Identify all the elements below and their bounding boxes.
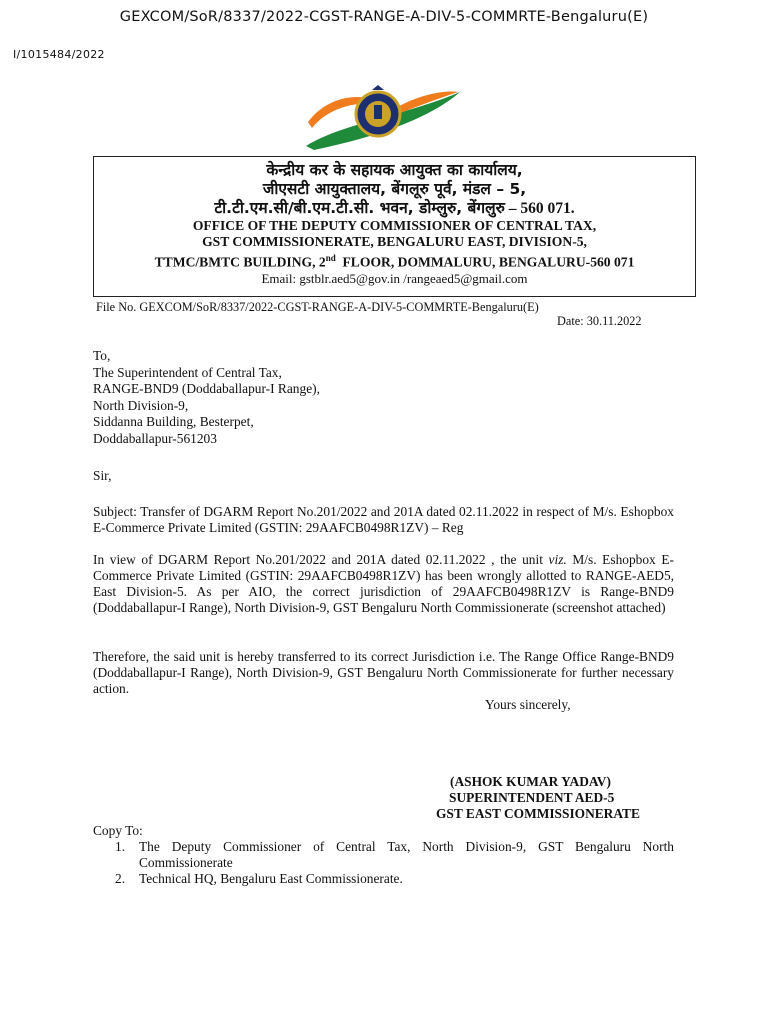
address-line-division: North Division-9, <box>93 397 189 413</box>
closing: Yours sincerely, <box>485 697 571 712</box>
address-line-city: Doddaballapur-561203 <box>93 430 217 446</box>
signatory-name: (ASHOK KUMAR YADAV) <box>450 774 611 789</box>
list-item <box>93 839 674 871</box>
list-item-text: The Deputy Commissioner of Central Tax, North Division-9, GST Bengaluru North Commissionerate <box>139 839 674 870</box>
list-item-number: 1. <box>115 839 126 854</box>
signatory-commissionerate: GST EAST COMMISSIONERATE <box>436 806 640 821</box>
office-hindi-line-2: जीएसटी आयुक्तालय, बेंगलूरु पूर्व, मंडल – 5, <box>262 180 527 198</box>
address-line-building: Siddanna Building, Besterpet, <box>93 414 254 429</box>
copy-to-label: Copy To: <box>93 823 143 838</box>
copy-to-list <box>93 839 674 887</box>
office-english-line-3-a: TTMC/BMTC BUILDING, 2 <box>154 254 326 270</box>
body-paragraph-2: Therefore, the said unit is hereby transferred to its correct Jurisdiction i.e. The Range Office Range-BND9 (Doddaballapur-I Range), North Division-9, GST Bengaluru North Commissionerate for further necessary action. <box>93 649 674 696</box>
list-item-number: 2. <box>115 871 126 886</box>
office-english-line-2: GST COMMISSIONERATE, BENGALURU EAST, DIVISION-5, <box>202 234 587 249</box>
para1-viz: viz. <box>548 552 567 567</box>
office-english-line-1: OFFICE OF THE DEPUTY COMMISSIONER OF CENTRAL TAX, <box>192 218 597 233</box>
office-email-line: Email: gstblr.aed5@gov.in /rangeaed5@gmail.com <box>261 270 528 286</box>
list-item-text: Technical HQ, Bengaluru East Commissionerate. <box>139 871 403 886</box>
salutation: Sir, <box>93 468 112 483</box>
recipient-address <box>93 348 320 447</box>
body-paragraph-1 <box>93 552 674 616</box>
list-item <box>93 871 674 887</box>
signatory-designation: SUPERINTENDENT AED-5 <box>449 790 615 805</box>
logo-emblem-crown <box>372 85 384 90</box>
reference-number: I/1015484/2022 <box>13 48 105 61</box>
file-number: File No. GEXCOM/SoR/8337/2022-CGST-RANGE-A-DIV-5-COMMRTE-Bengaluru(E) <box>96 300 539 314</box>
cbic-emblem-logo <box>300 84 462 154</box>
logo-emblem-pillar <box>374 105 382 119</box>
office-hindi-line-3-text: टी.टी.एम.सी/बी.एम.टी.सी. भवन, डोम्लुरु, बेंगलुरु <box>214 199 505 217</box>
office-hindi-line-3-pin: – 560 071. <box>504 200 575 217</box>
office-english-line-3-b: FLOOR, DOMMALURU, BENGALURU-560 071 <box>335 254 635 270</box>
para1-after-viz: M/s. Eshopbox E-Commerce Private Limited (GSTIN: 29AAFCB0498R1ZV) has been wrongly allotted to RANGE-AED5, East Division-5. As per AIO, the correct jurisdiction of 29AAFCB0498R1ZV is Range-BND9 (Doddaballapur-I Range), North Division-9, GST Bengaluru North Commissionerate (screenshot attached) <box>93 552 674 615</box>
office-english-line-3-sup: nd <box>325 253 336 263</box>
header-reference: GEXCOM/SoR/8337/2022-CGST-RANGE-A-DIV-5-COMMRTE-Bengaluru(E) <box>119 9 649 25</box>
address-line-title: The Superintendent of Central Tax, <box>93 364 282 380</box>
office-english-line-3 <box>94 250 695 271</box>
subject-paragraph: Subject: Transfer of DGARM Report No.201/2022 and 201A dated 02.11.2022 in respect of M/s. Eshopbox E-Commerce Private Limited (GSTIN: 29AAFCB0498R1ZV) – Reg <box>93 504 674 535</box>
letter-date: Date: 30.11.2022 <box>557 314 642 328</box>
address-line-range: RANGE-BND9 (Doddaballapur-I Range), <box>93 381 320 396</box>
office-header-box <box>93 156 696 297</box>
office-hindi-line-1: केन्द्रीय कर के सहायक आयुक्त का कार्यालय, <box>266 161 523 179</box>
address-line-to: To, <box>93 348 111 363</box>
para1-before-viz: In view of DGARM Report No.201/2022 and 201A dated 02.11.2022 , the unit <box>93 552 549 567</box>
office-hindi-line-3 <box>94 199 695 218</box>
